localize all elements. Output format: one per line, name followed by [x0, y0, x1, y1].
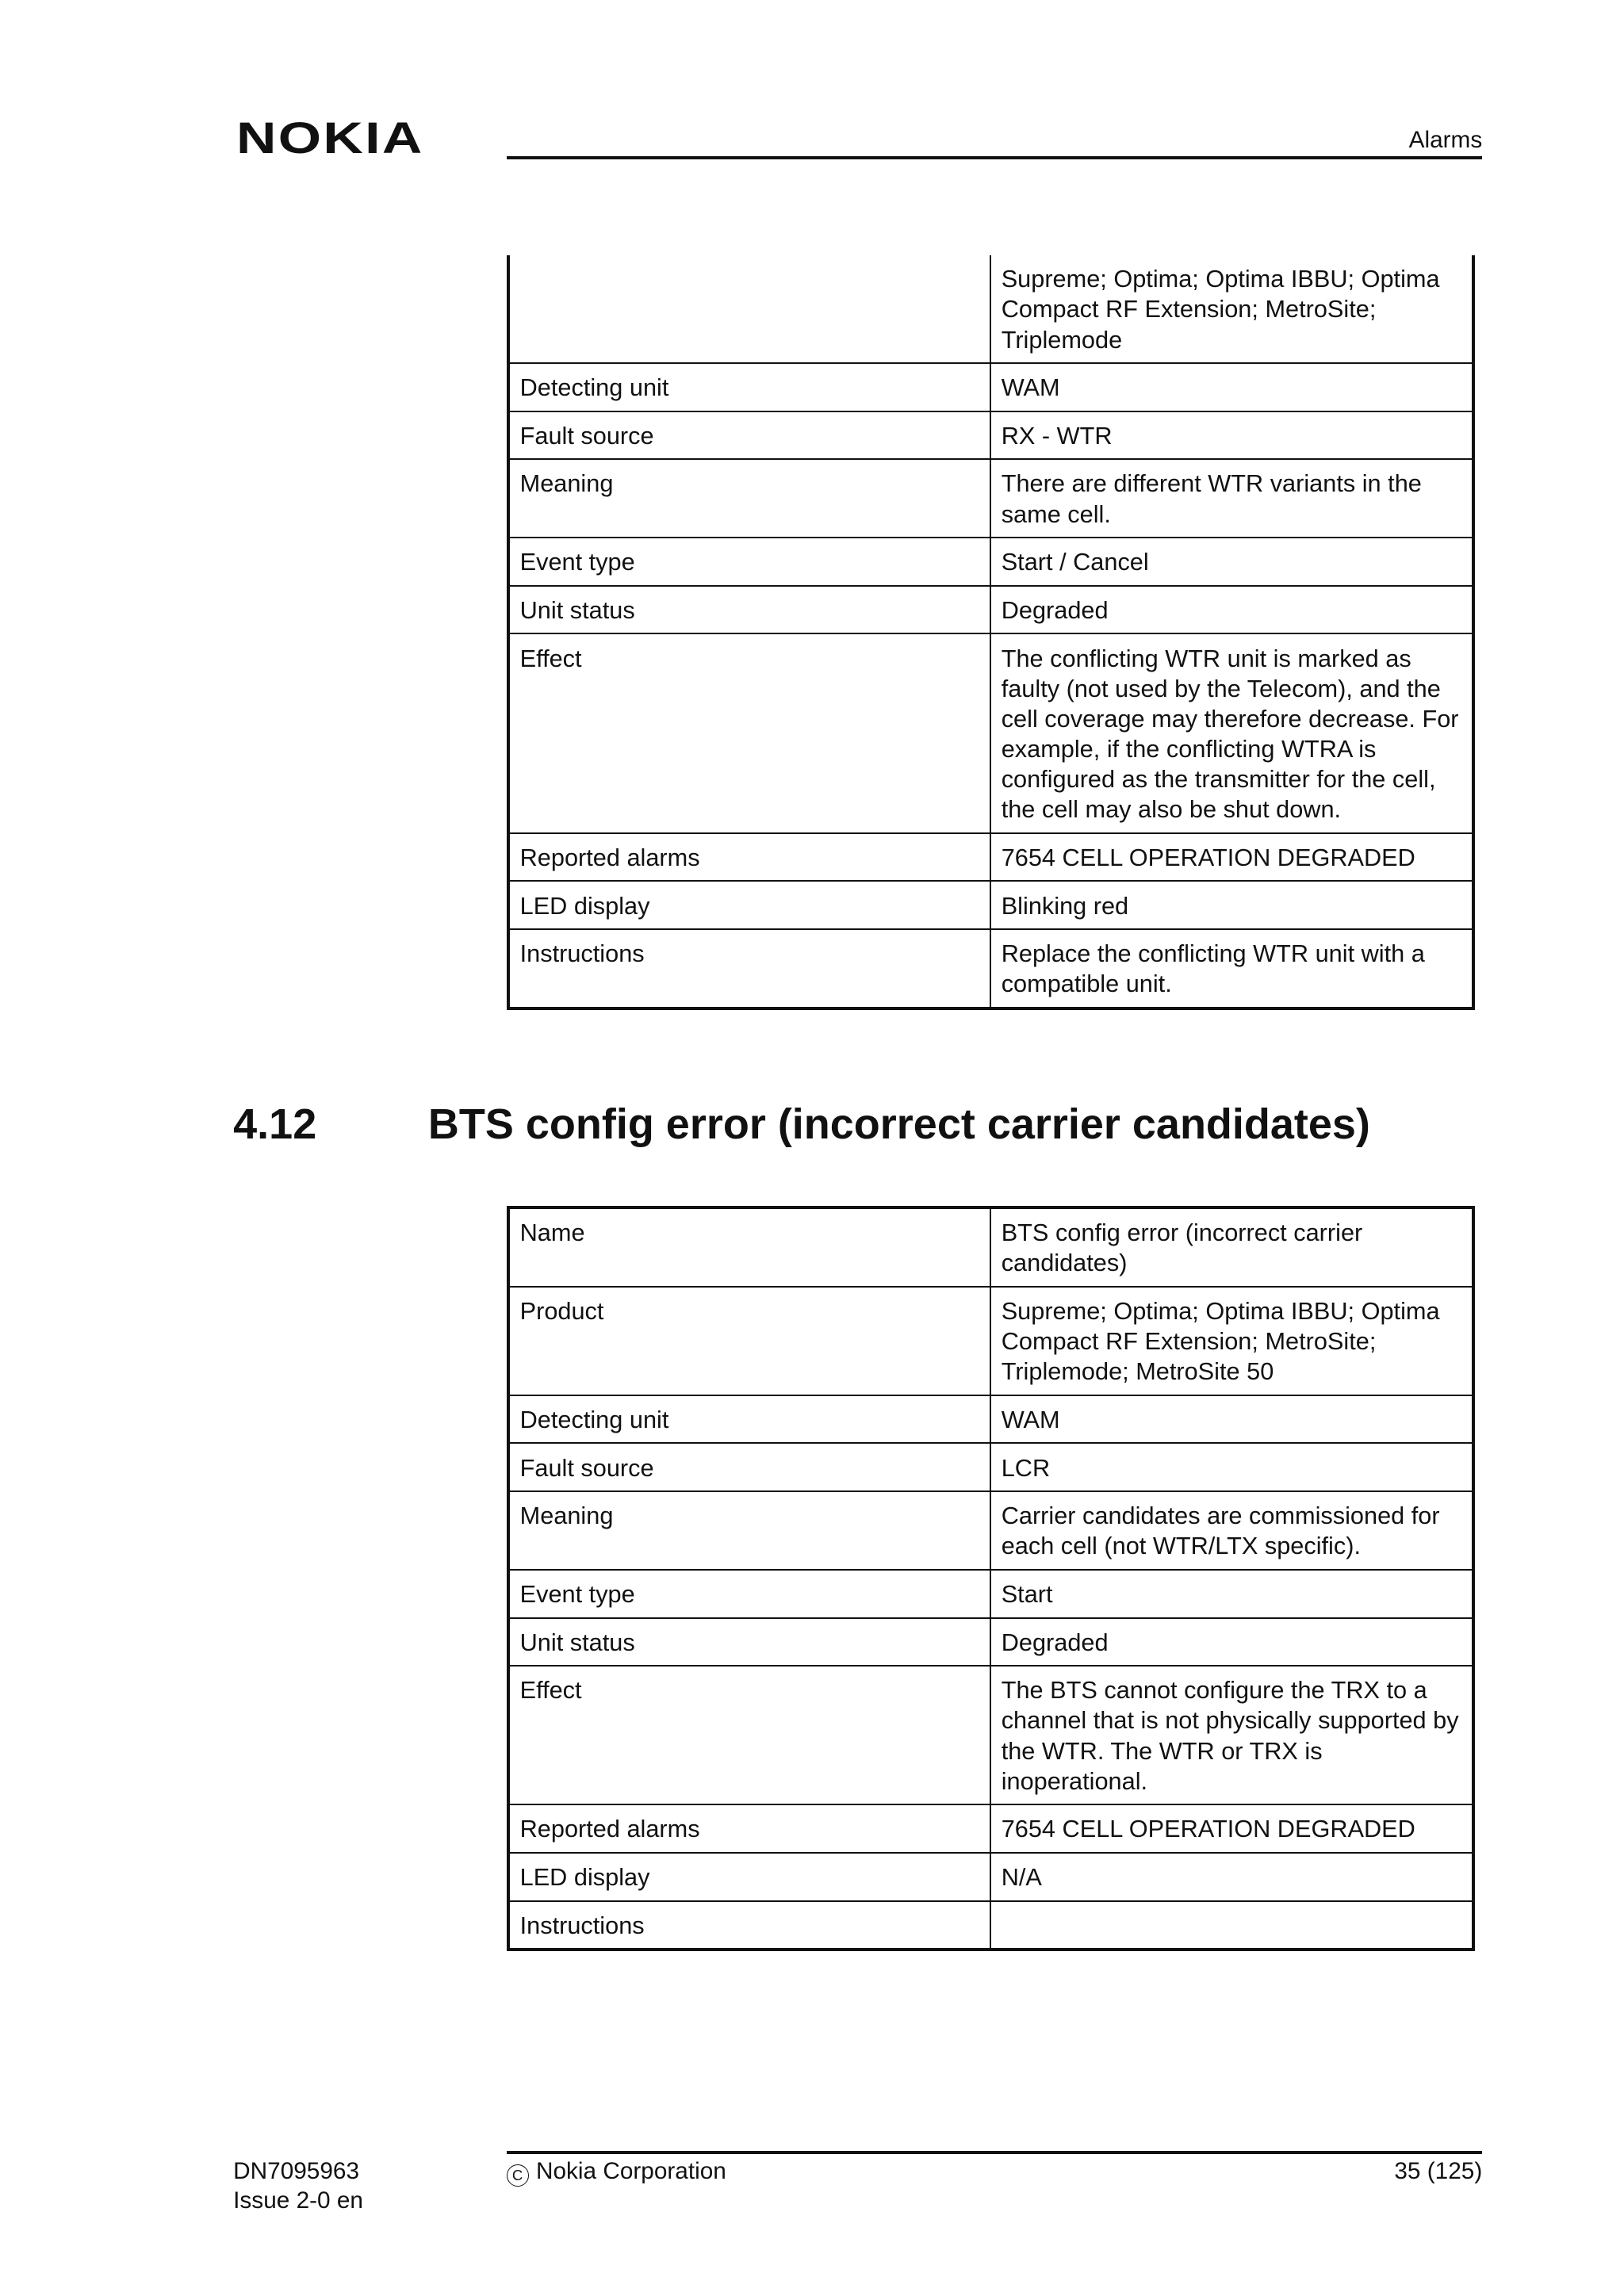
- table-row: [508, 538, 1473, 586]
- page-number: 35 (125): [1394, 2158, 1483, 2185]
- table-row: [508, 1804, 1473, 1853]
- row-value: 7654 CELL OPERATION DEGRADED: [990, 833, 1473, 882]
- row-key: Fault source: [508, 1443, 990, 1491]
- row-key: Meaning: [508, 1491, 990, 1570]
- row-key: Instructions: [508, 1901, 990, 1950]
- table-row: [508, 363, 1473, 411]
- table-row: [508, 459, 1473, 538]
- table-row: [508, 1901, 1473, 1950]
- row-value: Supreme; Optima; Optima IBBU; Optima Compact RF Extension; MetroSite; Triplemode; MetroSite 50: [990, 1287, 1473, 1395]
- table-row: [508, 833, 1473, 882]
- table-row: [508, 881, 1473, 929]
- row-value: There are different WTR variants in the same cell.: [990, 459, 1473, 538]
- row-key: LED display: [508, 881, 990, 929]
- table-row: [508, 929, 1473, 1008]
- section-title: BTS config error (incorrect carrier candidates): [427, 1100, 1370, 1149]
- row-key: Reported alarms: [508, 833, 990, 882]
- row-key: Effect: [508, 1666, 990, 1804]
- section-number: 4.12: [233, 1100, 317, 1149]
- row-value: BTS config error (incorrect carrier candidates): [990, 1207, 1473, 1287]
- table-row: [508, 1207, 1473, 1287]
- copyright-holder: Nokia Corporation: [535, 2158, 726, 2185]
- footer-copyright: [507, 2156, 726, 2187]
- row-key: Instructions: [508, 929, 990, 1008]
- row-value: [990, 1901, 1473, 1950]
- table-row: [508, 411, 1473, 460]
- row-value: Degraded: [990, 1618, 1473, 1667]
- header-section-title: Alarms: [1408, 127, 1483, 154]
- row-value: Start / Cancel: [990, 538, 1473, 586]
- row-value: WAM: [990, 1395, 1473, 1444]
- row-key: Reported alarms: [508, 1804, 990, 1853]
- document-id: DN7095963: [233, 2158, 360, 2185]
- row-value: RX - WTR: [990, 411, 1473, 460]
- row-value: Blinking red: [990, 881, 1473, 929]
- table-row: [508, 1491, 1473, 1570]
- row-key: Meaning: [508, 459, 990, 538]
- table-row: [508, 586, 1473, 634]
- table-row: [508, 255, 1473, 363]
- table-row: [508, 1666, 1473, 1804]
- table-row: [508, 1618, 1473, 1667]
- alarm-spec-table-continued: [507, 255, 1475, 1010]
- row-key: Effect: [508, 633, 990, 832]
- row-value: Replace the conflicting WTR unit with a compatible unit.: [990, 929, 1473, 1008]
- row-key: Unit status: [508, 1618, 990, 1667]
- row-key: Event type: [508, 538, 990, 586]
- row-value: WAM: [990, 363, 1473, 411]
- row-key: [508, 255, 990, 363]
- row-value: Degraded: [990, 586, 1473, 634]
- copyright-icon: C: [507, 2164, 529, 2187]
- row-key: LED display: [508, 1853, 990, 1901]
- footer-doc-info: [233, 2156, 363, 2215]
- row-value: The conflicting WTR unit is marked as faulty (not used by the Telecom), and the cell coverage may therefore decrease. For example, if the conflicting WTRA is configured as the transmitter for the cell, the cell may also be shut down.: [990, 633, 1473, 832]
- footer-divider: [507, 2151, 1483, 2154]
- row-key: Detecting unit: [508, 363, 990, 411]
- table-row: [508, 1443, 1473, 1491]
- table-row: [508, 1287, 1473, 1395]
- row-key: Detecting unit: [508, 1395, 990, 1444]
- row-key: Unit status: [508, 586, 990, 634]
- row-value: N/A: [990, 1853, 1473, 1901]
- row-value: The BTS cannot configure the TRX to a channel that is not physically supported by the WTR. The WTR or TRX is inoperational.: [990, 1666, 1473, 1804]
- table-row: [508, 1570, 1473, 1618]
- row-value: 7654 CELL OPERATION DEGRADED: [990, 1804, 1473, 1853]
- table-row: [508, 1395, 1473, 1444]
- row-value: Carrier candidates are commissioned for each cell (not WTR/LTX specific).: [990, 1491, 1473, 1570]
- row-key: Name: [508, 1207, 990, 1287]
- row-key: Event type: [508, 1570, 990, 1618]
- issue-label: Issue 2-0 en: [233, 2187, 363, 2214]
- table-row: [508, 1853, 1473, 1901]
- row-value: Supreme; Optima; Optima IBBU; Optima Compact RF Extension; MetroSite; Triplemode: [990, 255, 1473, 363]
- row-key: Fault source: [508, 411, 990, 460]
- row-key: Product: [508, 1287, 990, 1395]
- alarm-spec-table: [507, 1206, 1475, 1951]
- row-value: LCR: [990, 1443, 1473, 1491]
- nokia-logo: NOKIA: [236, 113, 424, 163]
- row-value: Start: [990, 1570, 1473, 1618]
- header-divider: [507, 156, 1483, 159]
- table-row: [508, 633, 1473, 832]
